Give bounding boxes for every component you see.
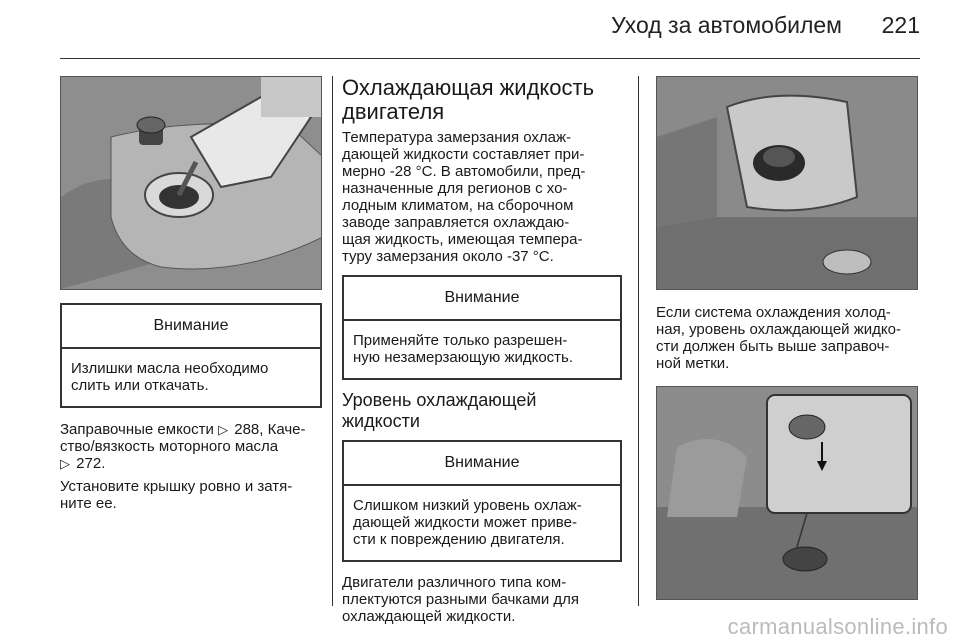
warning-line: слить или откачать. [71,377,209,394]
coolant-intro [342,129,622,265]
body-text: Двигатели различного типа ком- [342,574,567,591]
oil-filling-illustration [61,77,322,289]
body-text: щая жидкость, имеющая темпера- [342,231,583,248]
warning-heading: Внимание [344,442,620,486]
body-text: сти должен быть выше заправоч- [656,338,890,355]
coolant-level-paragraph [656,304,918,372]
column-1 [60,76,322,512]
body-text: Установите крышку ровно и затя- [60,478,293,495]
body-text: дающей жидкости составляет при- [342,146,585,163]
page-ref-link[interactable]: 288, Каче- [230,421,306,438]
warning-line: дающей жидкости может приве- [353,514,577,531]
warning-body [344,321,620,378]
column-divider [638,76,639,606]
body-text: туру замерзания около -37 °C. [342,248,554,265]
coolant-level-photo [656,386,918,600]
oil-filling-photo [60,76,322,290]
warning-body [344,486,620,560]
body-text: назначенные для регионов с хо- [342,180,568,197]
subsection-title [342,390,622,432]
body-text: заводе заправляется охлаждаю- [342,214,570,231]
subsection-title-line: жидкости [342,411,420,431]
page-number: 221 [881,12,920,38]
body-text: ной метки. [656,355,730,372]
section-title-line: двигателя [342,99,445,124]
body-text: ство/вязкость моторного масла [60,438,279,455]
warning-line: ную незамерзающую жидкость. [353,349,574,366]
watermark: carmanualsonline.info [727,614,948,639]
body-text: ните ее. [60,495,117,512]
coolant-level-illustration [657,387,918,599]
warning-body [62,349,320,406]
section-title [342,76,622,124]
warning-line: Излишки масла необходимо [71,360,269,377]
triangle-right-icon: ▷ [218,422,229,437]
subsection-title-line: Уровень охлаждающей [342,390,537,410]
coolant-outro [342,574,622,625]
warning-heading: Внимание [344,277,620,321]
triangle-right-icon: ▷ [60,456,70,471]
cap-paragraph [60,478,322,512]
body-text: Заправочные емкости [60,421,214,438]
running-header-title: Уход за автомобилем [611,12,842,38]
body-text: Температура замерзания охлаж- [342,129,572,146]
coolant-reservoir-illustration [657,77,918,289]
page-ref-link[interactable]: 272. [72,455,106,472]
body-text: лодным климатом, на сборочном [342,197,574,214]
warning-line: Применяйте только разрешен- [353,332,568,349]
header-rule [60,58,920,59]
section-title-line: Охлаждающая жидкость [342,75,595,100]
body-text: ная, уровень охлаждающей жидко- [656,321,901,338]
column-2 [342,76,622,625]
coolant-reservoir-photo [656,76,918,290]
warning-line: сти к повреждению двигателя. [353,531,565,548]
warning-heading: Внимание [62,305,320,349]
capacity-paragraph [60,421,322,472]
warning-box-low-level [342,440,622,562]
body-text: мерно -28 °C. В автомобили, пред- [342,163,586,180]
column-divider [332,76,333,606]
warning-box-oil [60,303,322,408]
column-3 [656,76,918,600]
body-text: Если система охлаждения холод- [656,304,891,321]
body-text: плектуются разными бачками для [342,591,580,608]
warning-line: Слишком низкий уровень охлаж- [353,497,582,514]
body-text: охлаждающей жидкости. [342,608,516,625]
warning-box-antifreeze [342,275,622,380]
